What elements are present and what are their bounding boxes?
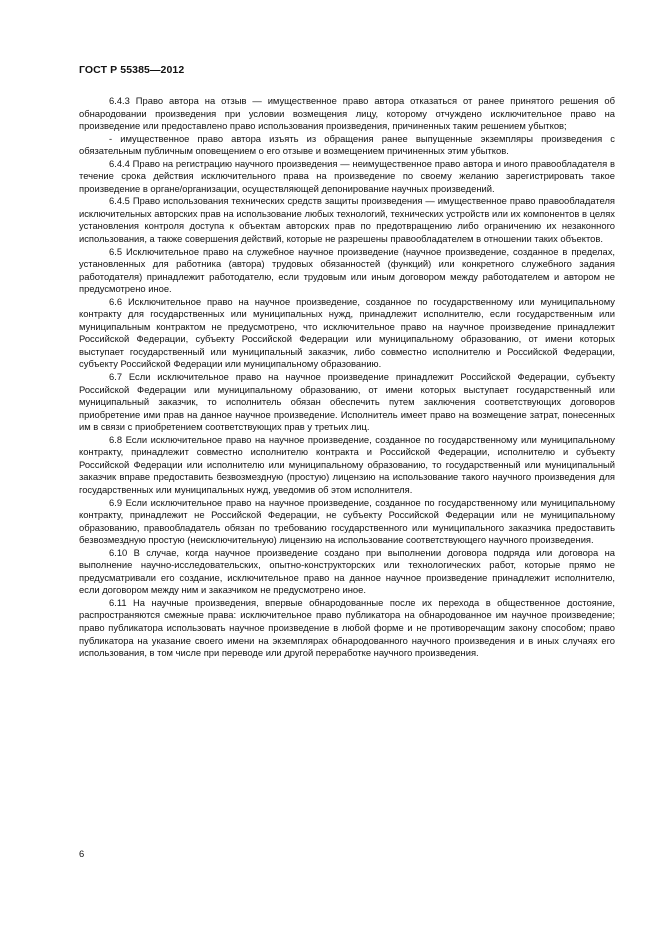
page-number: 6 — [79, 848, 85, 859]
paragraph-6-10: 6.10 В случае, когда научное произведение создано при выполнении договора подряда или договора на выполнение научно-исследовательских, опытно-конструкторских или технологических работ, которые прямо не предусматривали его создание, исключительное право на данное научное произведение принадлежит исполнителю, если договором между ним и заказчиком не предусмотрено иное. — [79, 546, 615, 596]
paragraph-6-4-5: 6.4.5 Право использования технических средств защиты произведения — имущественное право правообладателя исключительных авторских прав на использование любых технологий, технических устройств или их компонентов в целях установления контроля доступа к объектам авторских прав по предотвращению либо ограничению их незаконного использования, а также совершения действий, которые не разрешены правообладателем в отношении таких объектов. — [79, 195, 615, 245]
paragraph-6-8: 6.8 Если исключительное право на научное произведение, созданное по государственному или муниципальному контракту, принадлежит совместно исполнителю контракта и Российской Федерации, исполнителю и субъекту Российской Федерации или исполнителю или муниципальному образованию, то государственный или муниципальный заказчик вправе предоставить безвозмездную (простую) лицензию на использование такого научного произведения для государственных или муниципальных нужд, уведомив об этом исполнителя. — [79, 433, 615, 495]
document-body — [79, 95, 615, 660]
paragraph-6-6: 6.6 Исключительное право на научное произведение, созданное по государственному или муниципальному контракту для государственных или муниципальных нужд, принадлежит исполнителю, если государственным или муниципальным контрактом не предусмотрено, что исключительное право на научное произведение принадлежит Российской Федерации, субъекту Российской Федерации или муниципальному образованию, от имени которых выступает государственный или муниципальный заказчик, либо совместно исполнителю и Российской Федерации, субъекту Российской Федерации или муниципальному образованию. — [79, 295, 615, 370]
paragraph-6-9: 6.9 Если исключительное право на научное произведение, созданное по государственному или муниципальному контракту, принадлежит не Российской Федерации, не субъекту Российской Федерации или не муниципальному образованию, правообладатель обязан по требованию государственного или муниципального заказчика предоставить безвозмездную простую (неисключительную) лицензию на использование соответствующего научного произведения. — [79, 496, 615, 546]
paragraph-6-5: 6.5 Исключительное право на служебное научное произведение (научное произведение, созданное в пределах, установленных для работника (автора) трудовых обязанностей (функций) или конкретного служебного задания работодателя) принадлежит работодателю, если трудовым или иным договором между работодателем и автором не предусмотрено иное. — [79, 245, 615, 295]
document-header: ГОСТ Р 55385—2012 — [79, 64, 185, 76]
paragraph-6-11: 6.11 На научные произведения, впервые обнародованные после их перехода в общественное достояние, распространяются смежные права: исключительное право публикатора на обнародованное им научное произведение; право публикатора использовать научное произведение в любой форме и не противоречащим закону способом; право публикатора на указание своего имени на экземплярах обнародованного научного произведения и в иных случаях его использования, в том числе при переводе или другой переработке научного произведения. — [79, 596, 615, 659]
paragraph-6-4-3: 6.4.3 Право автора на отзыв — имущественное право автора отказаться от ранее принятого решения об обнародовании произведения при условии возмещения лицу, которому отчуждено исключительное право на произведение или предоставлено право использования произведения, причиненных таким решением убытков; — [79, 95, 615, 132]
paragraph-6-4-4: 6.4.4 Право на регистрацию научного произведения — неимущественное право автора и иного правообладателя в течение срока действия исключительного права на произведение по своему желанию зарегистрировать такое произведение в органе/организации, осуществляющей депонирование научных произведений. — [79, 157, 615, 194]
paragraph-6-7: 6.7 Если исключительное право на научное произведение принадлежит Российской Федерации, субъекту Российской Федерации или муниципальному образованию, от имени которых выступает государственный или муниципальный заказчик, то исполнитель обязан обеспечить путем заключения соответствующих договоров приобретение ими прав на данное научное произведение. Исполнитель имеет право на возмещение затрат, понесенных им в связи с приобретением соответствующих прав у третьих лиц. — [79, 371, 615, 433]
paragraph-6-4-3-item: - имущественное право автора изъять из обращения ранее выпущенные экземпляры произведения с обязательным публичным оповещением о его отзыве и возмещением причиненных этим убытков. — [79, 132, 615, 157]
